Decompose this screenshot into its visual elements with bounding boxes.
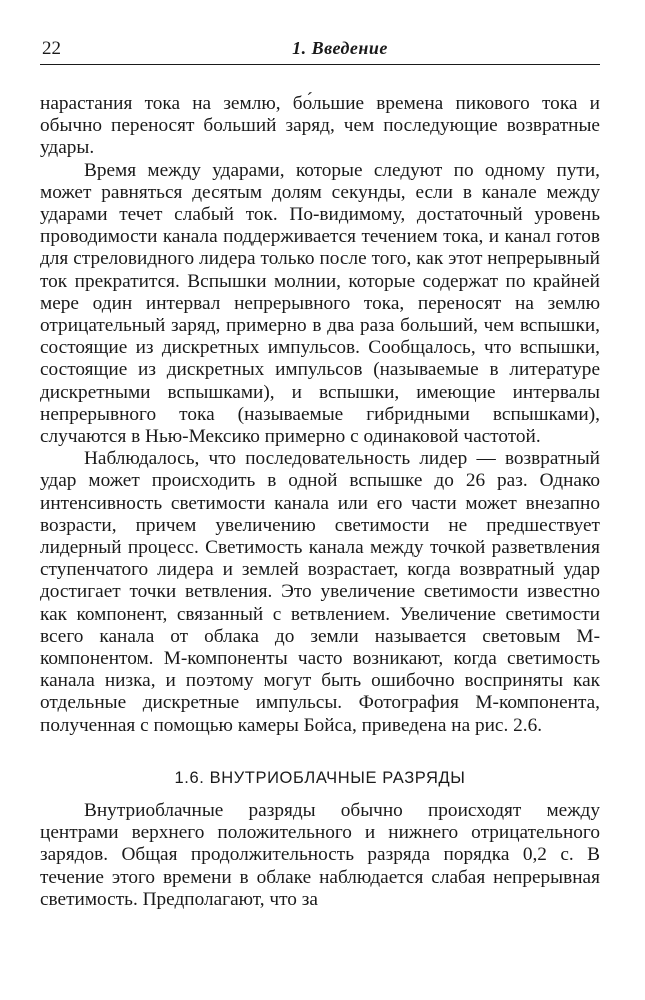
- section-heading: 1.6. ВНУТРИОБЛАЧНЫЕ РАЗРЯДЫ: [174, 768, 466, 787]
- paragraph-continuation: нарастания тока на землю, бо́льшие времена пикового тока и обычно переносят больший заряд, чем последующие возвратные удары.: [40, 93, 600, 159]
- paragraph-strokes-time: Время между ударами, которые следуют по одному пути, может равняться десятым долям секунды, если в канале между ударами течет слабый ток. По-видимому, достаточный уровень проводимости канала поддерживается течением тока, и канал готов для стреловидного лидера только после того, как этот непрерывный ток прекратится. Вспышки молнии, которые содержат по крайней мере один интервал непрерывного тока, переносят на землю отрицательный заряд, примерно в два раза больший, чем вспышки, состоящие из дискретных импульсов. Сообщалось, что вспышки, состоящие из дискретных импульсов (называемые в литературе дискретными вспышками), и вспышки, имеющие интервалы непрерывного тока (называемые гибридными вспышками), случаются в Нью-Мексико примерно с одинаковой частотой.: [40, 159, 600, 448]
- page-number: 22: [42, 38, 61, 59]
- book-page: [40, 36, 600, 911]
- page-header: [40, 36, 600, 65]
- running-title: 1. Введение: [292, 38, 388, 58]
- body-text: [40, 93, 600, 911]
- paragraph-m-component: Наблюдалось, что последовательность лидер — возвратный удар может происходить в одной вспышке до 26 раз. Однако интенсивность светимости канала или его части может внезапно возрасти, причем увеличению светимости не предшествует лидерный процесс. Светимость канала между точкой разветвления ступенчатого лидера и землей возрастает, когда возвратный удар достигает точки ветвления. Это увеличение светимости известно как компонент, связанный с ветвлением. Увеличение светимости всего канала от облака до земли называется световым М-компонентом. М-компоненты часто возникают, когда светимость канала низка, и поэтому могут быть ошибочно восприняты как отдельные дискретные импульсы. Фотография М-компонента, полученная с помощью камеры Бойса, приведена на рис. 2.6.: [40, 448, 600, 736]
- paragraph-intracloud: Внутриоблачные разряды обычно происходят между центрами верхнего положительного и нижнего отрицательного зарядов. Общая продолжительность разряда порядка 0,2 с. В течение этого времени в облаке наблюдается слабая непрерывная светимость. Предполагают, что за: [40, 799, 600, 910]
